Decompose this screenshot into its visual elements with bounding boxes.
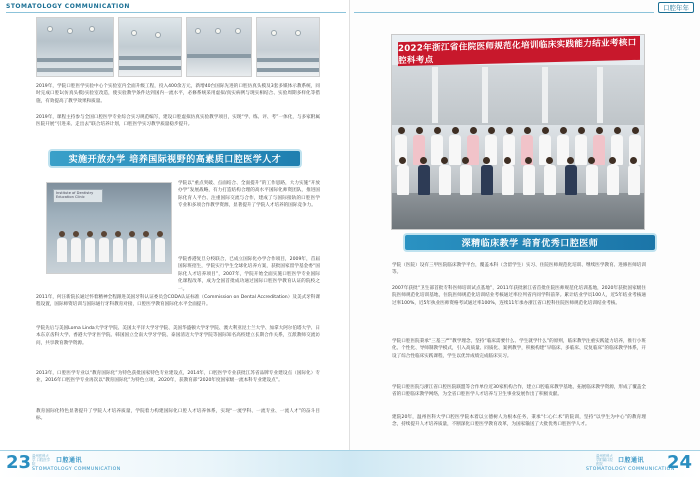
- footer-english-right: STOMATOLOGY COMMUNICATION: [586, 467, 675, 472]
- lab-photo-2: [118, 17, 182, 77]
- footer-brand-right: 口腔通讯: [618, 457, 645, 464]
- footer-tiny-right: 温州医科大学附属口腔医院: [596, 454, 613, 466]
- lab-photo-3: [186, 17, 252, 77]
- footer-english-left: STOMATOLOGY COMMUNICATION: [32, 467, 121, 472]
- right-body-paragraph-1: 学院（医院）设有三甲医院临床教学平台，覆盖本科（含留学生）实习、住院医师规范化培训、继续医学教育、进修医师培训等。: [392, 263, 646, 276]
- right-body-paragraph-4: 学院口腔医院与浙江省口腔医院联盟等合作单位近30家机构合作，建立口腔临床教学基地，拓展临床教学资源，形成了覆盖全省的口腔临床教学网络，为全省口腔医学人才培养与卫生事业发展作出了积极贡献。: [392, 385, 646, 398]
- lab-photo-1: [36, 17, 114, 77]
- right-body-paragraph-3: 学院口腔医院秉承“三基三严”教学理念，坚持“临床需要什么、学生就学什么”的原则，临床教学注重实践能力培养，推行小班化、个性化、导师制教学模式，引入高质量、同质化、案例教学，积极构建“早临床、多临床、反复临床”的临床教学体系，开设了综合性临床实践课程，学生以优异成绩完成临床实习。: [392, 339, 646, 359]
- graduation-banner: 2022年浙江省住院医师规范化培训临床实践能力结业考核口腔科考点: [398, 36, 640, 66]
- page-number-left: 23: [6, 452, 32, 473]
- intro-paragraph-2: 2019年，课程主持参与全国口腔医学专业综合实习规范编写，建设口腔虚拟仿真实验教学项目，实现“学、练、评、考”一体化，与多家附属医院开展“引进来、走出去”联合培养计划，口腔医学实习教学质量稳步提升。: [36, 115, 320, 128]
- page-number-right: 24: [666, 452, 692, 473]
- body-paragraph-5: 2013年，口腔医学专业以“教育国际化”为特色获批国家特色专业建设点，2014年，口腔医学专业获批江苏省品牌专业建设点（国际化）专业，2016年口腔医学专业再次以“教育国际化”为特色立项，2020年，获教育部“2020年度国家级一流本科专业建设点”。: [36, 371, 320, 384]
- section-title-international: 实施开放办学 培养国际视野的高素质口腔医学人才: [50, 151, 300, 166]
- intro-paragraph: 2019年，学院口腔医学实验中心个实验室内全面升级工程，投入400余万元，新增40台国际先进的口腔仿真头模及3套多媒体示教系统，同时完成口腔1(仿真头模)实验室改造，使实验教学条件达到国内一流水平，必修系统采用虚拟/真实病例与现实相结合、实验周期多样化等措施，有效提高了教学效果和质量。: [36, 84, 320, 104]
- footer-brand-left: 口腔通讯: [56, 457, 83, 464]
- body-paragraph-4: 学院先后与美国Loma Linda大学牙学院、美国太平洋大学牙学院、美国华盛顿大学牙学院、澳大利亚昆士兰大学、加拿大阿尔伯塔大学、日本东京齿科大学、香港大学牙医学院、韩国国立全南大学牙学院、泰国清迈大学牙学院等国际知名高校建立长期合作关系，互派教师交流访问，共享教育教学资源。: [36, 326, 320, 346]
- body-paragraph-6: 教育国际化特色显著提升了学院人才培养质量，学院着力构建国际化口腔人才培养体系，实现“一流学科、一流专业、一流人才”的奋斗目标。: [36, 409, 320, 422]
- footer-tiny-left: 温州医科大学 口腔医学院: [32, 454, 51, 466]
- lab-photo-4: [256, 17, 320, 77]
- right-body-paragraph-2: 2007年获批“卫生部首批专科医师培训试点基地”，2011年获批浙江省首批住院医师规范化培训基地，2020年获批国家级住院医师规范化培训基地，住院医师规范化培训结业考核通过率位列省内同学科前茅。累计结业学员100人，近5年结业考核通过率100%，近5年执业医师资格考试通过率100%，连续11年承办浙江省口腔科住院医师规范化培训结业考核。: [392, 286, 646, 306]
- header-rule-right: [354, 12, 654, 13]
- right-body-paragraph-5: 建院20年，温州医科大学口腔医学院本着以立德树人为根本任务，秉承“仁心仁术”的院训，坚持“以学生为中心”的教育理念，持续提升人才培养质量，不断深化口腔医学教育改革，为国家输送了大批优秀口腔医学人才。: [392, 415, 646, 428]
- section-title-clinical: 深精临床教学 培育优秀口腔医师: [405, 235, 655, 250]
- body-paragraph-3: 2011年，何汪新院长通过怀着精神全程跟进美国牙科认证委员会CODA认证标准（Commission on Dental Accreditation）及美式牙科课程设置，国际师资培训与国际通行牙科教育对接，口腔医学教育国际化水平全面提升。: [36, 295, 320, 308]
- body-paragraph-2: 学院香港复旦分校联合，已成立国际化办学合作项目，2009年，首届国际班招生，学院实行学生全球化培养方案，获批国家留学基金委“国际化人才培养项目”，2007年，学院开始全面实施口腔医学专业国际化课程改革，成为全国首批成功通过国际口腔医学教育认证的院校之一。: [178, 257, 320, 292]
- graduation-group-photo: [391, 34, 645, 230]
- footer-left: [0, 450, 350, 477]
- footer-right: [350, 450, 700, 477]
- photo-sign: Institute of Dentistry Education Clinic: [53, 189, 103, 203]
- header-rule: [6, 12, 346, 13]
- header-title: STOMATOLOGY COMMUNICATION: [6, 3, 130, 10]
- header-tag: 口腔年年: [658, 2, 694, 13]
- body-paragraph-1: 学院以“重点突破、点面结合、全面提升”的工作思路，大力实施“开放办学”发展战略，有力打造结构合理的高水平国际化师资团队，推进国际化育人平台、注重国际交流与合作，建成了与国际接轨的口腔医学专业和多项合作教学资源，显著提升了学院人才培养的国际竞争力。: [178, 181, 320, 209]
